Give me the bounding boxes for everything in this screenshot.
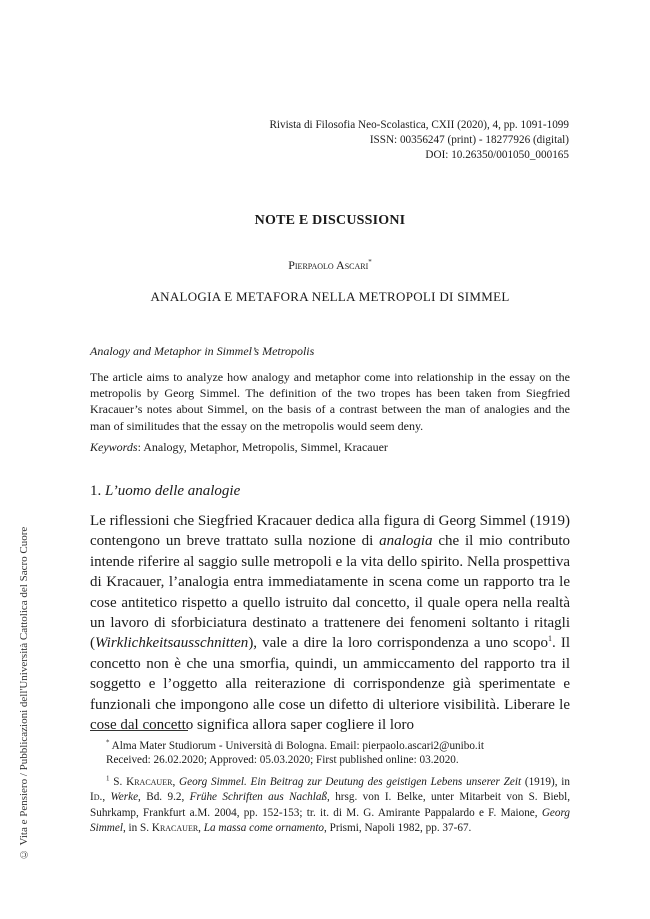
footnote-reference[interactable]: 1: [548, 634, 553, 644]
section-title: NOTE E DISCUSSIONI: [254, 213, 406, 228]
footnote-1-mark: 1: [106, 774, 110, 783]
fn-title: Werke: [110, 791, 139, 804]
keywords-values: : Analogy, Metaphor, Metropolis, Simmel, Kracauer: [137, 440, 388, 454]
author-name: Pierpaolo Ascari: [288, 258, 369, 272]
footnote-affiliation: [90, 739, 570, 767]
keywords: [90, 440, 570, 455]
body-paragraph: [90, 511, 570, 735]
fn-title: Georg Simmel: [90, 806, 570, 835]
footnote-dates: Received: 26.02.2020; Approved: 05.03.2020; First published online: 03.2020.: [106, 754, 459, 766]
section-heading-title: L’uomo delle analogie: [105, 483, 241, 499]
fn-author: Kracauer: [151, 822, 199, 835]
journal-doi: DOI: 10.26350/001050_000165: [425, 149, 569, 161]
fn-seg: , Prismi, Napoli 1982, pp. 37-67.: [324, 822, 472, 835]
article-title: ANALOGIA E METAFORA NELLA METROPOLI DI SIMMEL: [150, 289, 510, 304]
fn-seg: , hrsg. von I. Belke, unter Mitarbeit von S. Biebl, Suhrkamp, Frankfurt a.M. 2004, pp. 152-153; tr. it. di M. G. Amirante Pappalardo e F. Maione,: [90, 791, 571, 819]
section-heading-number: 1.: [90, 483, 105, 499]
fn-seg: ,: [172, 776, 180, 788]
english-title: Analogy and Metaphor in Simmel’s Metropolis: [90, 344, 315, 358]
author-line: [90, 258, 570, 273]
fn-id: Id.: [90, 791, 103, 804]
fn-title: La massa come ornamento: [203, 822, 325, 835]
fn-seg: (1919), in: [521, 776, 570, 788]
keywords-label: Keywords: [90, 440, 138, 454]
journal-header: [149, 118, 569, 163]
fn-title: Frühe Schriften aus Nachlaß: [189, 791, 328, 804]
footnote-divider: [90, 730, 188, 731]
copyright-side-note: © Vita e Pensiero / Pubblicazioni dell'Università Cattolica del Sacro Cuore: [18, 526, 30, 860]
body-text-3: ), vale a dire la loro corrispondenza a uno scopo: [248, 635, 549, 652]
body-text-4: . Il concetto non è che una smorfia, quindi, un ammiccamento del rapporto tra il soggetto e l’oggetto alla reiterazione di corrispondenze già sperimentate e funzionali che impongono alle cose un difetto di ulteriore visibilità. Liberare le cose dal concetto significa allora saper cogliere il loro: [90, 635, 570, 734]
footnote-mark: *: [106, 738, 110, 747]
fn-seg: S.: [109, 776, 127, 788]
footnote-1: [90, 775, 570, 837]
body-text-1: Le riflessioni che Siegfried Kracauer dedica alla figura di Georg Simmel (1919) contengono un breve trattato sulla nozione di: [90, 513, 570, 550]
abstract: The article aims to analyze how analogy and metaphor come into relationship in the essay on the metropolis by Georg Simmel. The definition of the two tropes has been taken from Siegfried Kracauer’s notes about Simmel, on the basis of a contrast between the man of analogies and the man of similitudes that the essay on the metropolis would seem deny.: [90, 370, 570, 433]
footnote-affiliation-text: Alma Mater Studiorum - Università di Bologna. Email: pierpaolo.ascari2@unibo.it: [109, 740, 484, 752]
fn-author: Kracauer: [126, 776, 173, 788]
fn-seg: , Bd. 9.2,: [138, 791, 190, 804]
section-heading: [90, 483, 570, 500]
body-text-2: che il mio contributo intende riferire al saggio sulle metropoli e la vita dello spirito. Nella prospettiva di Kracauer, l’analogia entra immediatamente in scena come un rapporto tra le cose antitetico rispetto a quello istruito dal concetto, il quale opera nella realtà un lavoro di sforbiciatura destinato a trattenere dei fenomeni soltanto i ritagli (: [90, 533, 571, 652]
journal-citation: Rivista di Filosofia Neo-Scolastica, CXII (2020), 4, pp. 1091-1099: [269, 119, 569, 131]
body-italic-2: Wirklichkeitsausschnitten: [95, 635, 249, 652]
fn-seg: ,: [102, 791, 111, 804]
fn-seg: ,: [198, 822, 204, 835]
fn-title: Georg Simmel. Ein Beitrag zur Deutung des geistigen Lebens unserer Zeit: [179, 776, 522, 788]
body-italic-1: analogia: [379, 533, 433, 550]
fn-seg: , in S.: [122, 822, 152, 835]
author-footnote-mark: *: [368, 258, 372, 266]
journal-issn: ISSN: 00356247 (print) - 18277926 (digital): [369, 134, 569, 146]
